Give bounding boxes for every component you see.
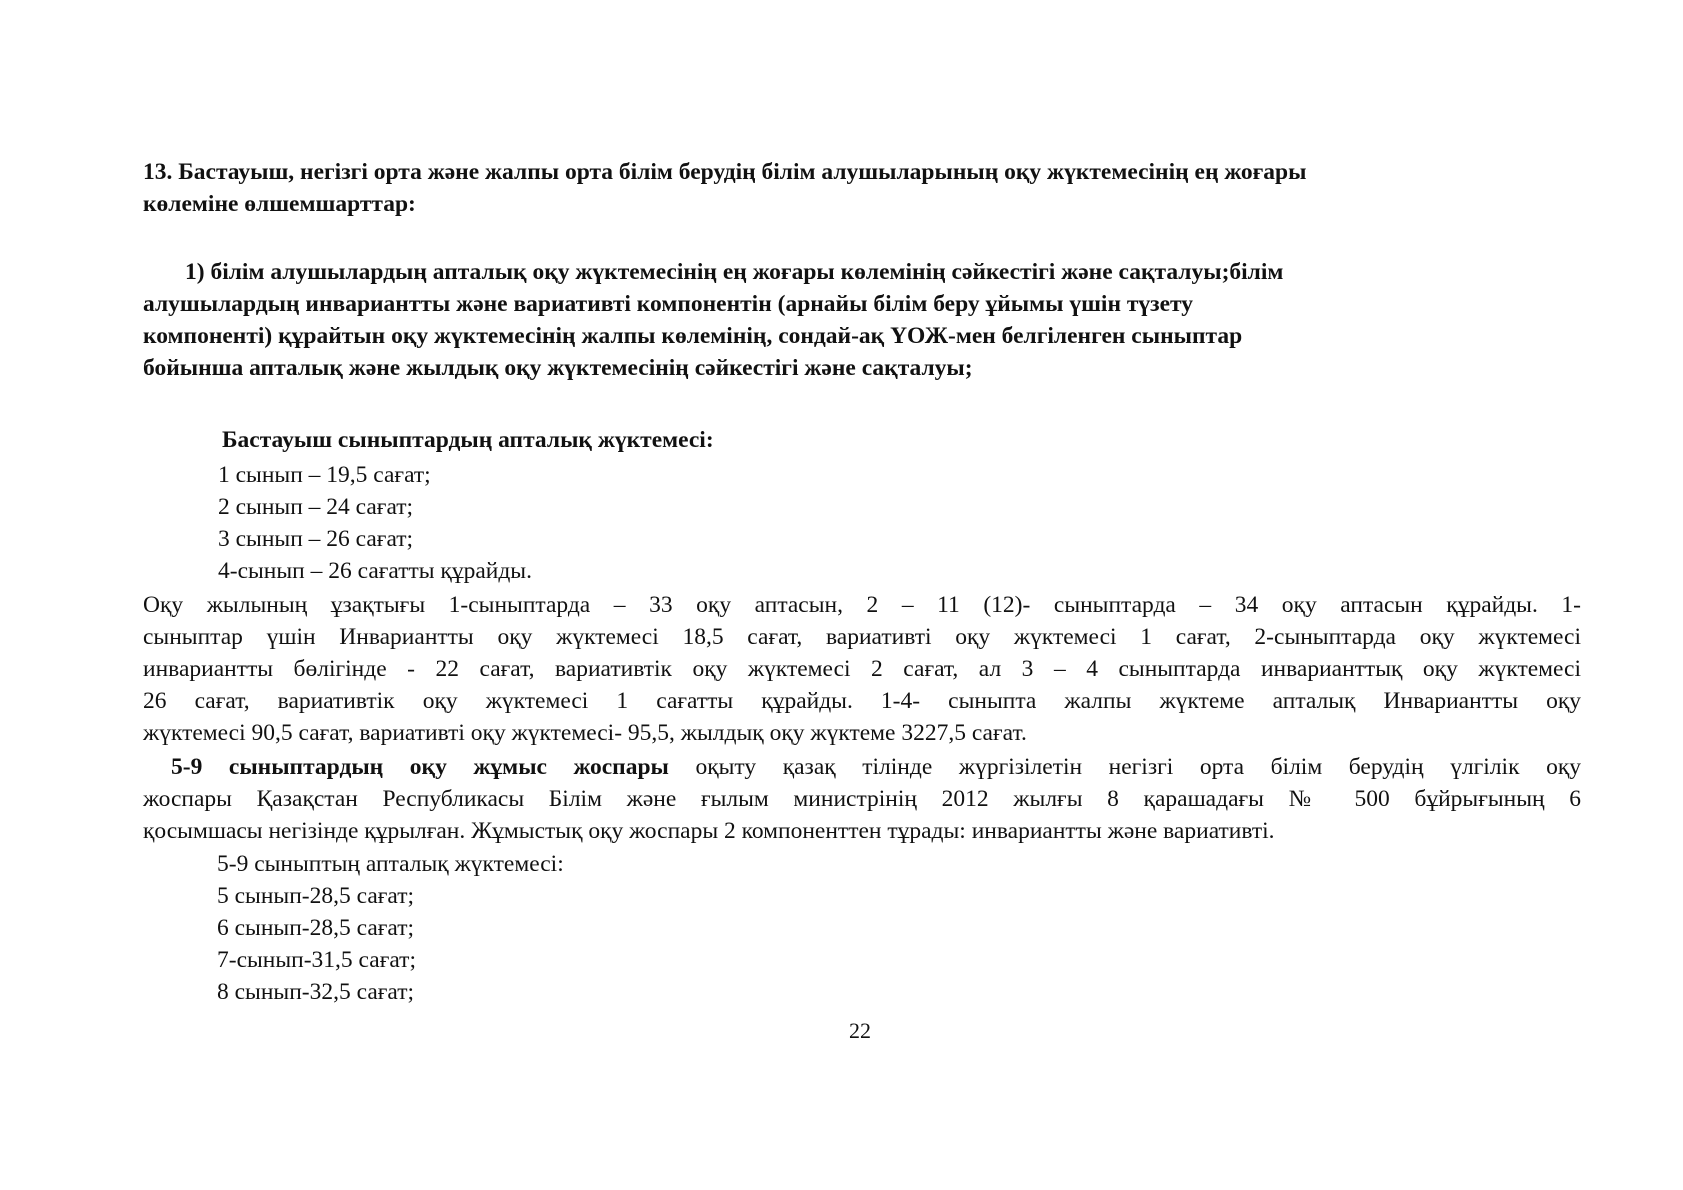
work-plan-line-2: жоспары Қазақстан Республикасы Білім және ғылым министрінің 2012 жылғы 8 қарашадағы № 500 бұйрығының 6 [143, 786, 1581, 812]
primary-load-heading [222, 424, 1122, 456]
criterion-1-line-2: алушылардың инвариантты және вариативті компонентін (арнайы білім беру ұйымы үшін түзету [143, 291, 1194, 317]
criterion-1 [143, 256, 1563, 384]
school-year-line-4: 26 сағат, вариативтік оқу жүктемесі 1 сағатты құрайды. 1-4- сыныпта жалпы жүктеме апталық Инвариантты оқу [143, 688, 1581, 714]
list-item: 3 сынып – 26 сағат; [218, 526, 414, 552]
list-item: 2 сынып – 24 сағат; [218, 494, 414, 520]
criterion-1-line-1: 1) білім алушылардың апталық оқу жүктемесінің ең жоғары көлемінің сәйкестігі және сақталуы;білім [185, 259, 1284, 285]
list-item: 8 сынып-32,5 сағат; [217, 979, 415, 1005]
secondary-load-list [217, 848, 1117, 1008]
list-item: 1 сынып – 19,5 сағат; [218, 462, 431, 488]
school-year-line-1: Оқу жылының ұзақтығы 1-сыныптарда – 33 оқу аптасын, 2 – 11 (12)- сыныптарда – 34 оқу аптасын құрайды. 1- [143, 592, 1581, 618]
work-plan-line-1 [143, 751, 1581, 783]
school-year-paragraph [143, 589, 1581, 749]
work-plan-paragraph [143, 751, 1581, 847]
list-item: 6 сынып-28,5 сағат; [217, 915, 415, 941]
work-plan-line-1-rest: оқыту қазақ тілінде жүргізілетін негізгі орта білім берудің үлгілік оқу [668, 754, 1581, 780]
work-plan-bold-lead: 5-9 сыныптардың оқу жұмыс жоспары [171, 754, 669, 780]
page-number: 22 [849, 1018, 871, 1043]
section-heading-line-1: 13. Бастауыш, негізгі орта және жалпы орта білім берудің білім алушыларының оқу жүктемесінің ең жоғары [143, 159, 1307, 185]
list-item: 5 сынып-28,5 сағат; [217, 883, 415, 909]
criterion-1-line-4: бойынша апталық және жылдық оқу жүктемесінің сәйкестігі және сақталуы; [143, 355, 973, 381]
criterion-1-line-3: компоненті) құрайтын оқу жүктемесінің жалпы көлемінің, сондай-ақ ҮОЖ-мен белгіленген сыныптар [143, 323, 1243, 349]
primary-load-list [218, 459, 1118, 587]
section-heading [143, 156, 1563, 220]
primary-load-heading-text: Бастауыш сыныптардың апталық жүктемесі: [222, 427, 714, 453]
secondary-load-heading: 5-9 сыныптың апталық жүктемесі: [217, 851, 564, 877]
list-item: 7-сынып-31,5 сағат; [217, 947, 416, 973]
section-heading-line-2: көлеміне өлшемшарттар: [143, 191, 416, 217]
school-year-line-3: инвариантты бөлігінде - 22 сағат, вариативтік оқу жүктемесі 2 сағат, ал 3 – 4 сыныптарда инварианттық оқу жүктемесі [143, 656, 1581, 682]
school-year-line-5: жүктемесі 90,5 сағат, вариативті оқу жүктемесі- 95,5, жылдық оқу жүктеме 3227,5 сағат. [143, 720, 1027, 746]
work-plan-line-3: қосымшасы негізінде құрылған. Жұмыстық оқу жоспары 2 компоненттен тұрады: инвариантты және вариативті. [143, 818, 1275, 844]
list-item: 4-сынып – 26 сағатты құрайды. [218, 558, 532, 584]
school-year-line-2: сыныптар үшін Инвариантты оқу жүктемесі 18,5 сағат, вариативті оқу жүктемесі 1 сағат, 2-сыныптарда оқу жүктемесі [143, 624, 1581, 650]
